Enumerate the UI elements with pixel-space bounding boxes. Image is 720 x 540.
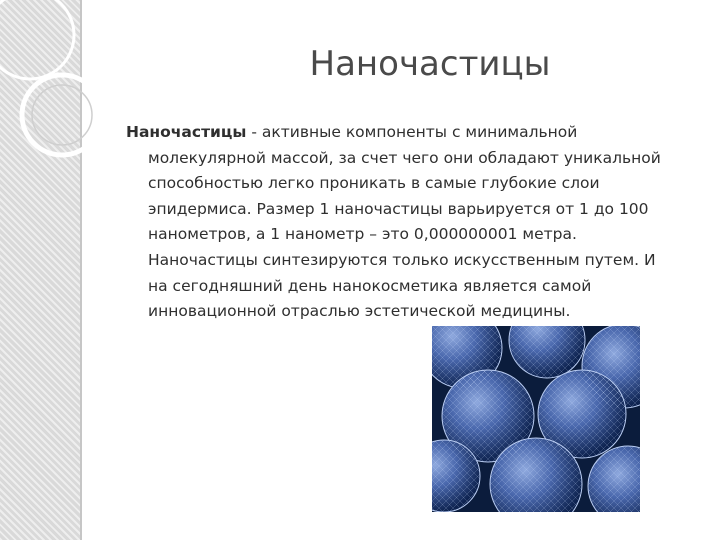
definition: - активные компоненты с минимальной молекулярной массой, за счет чего они обладают уникальной способностью легко проникать в самые глубокие слои эпидермиса. Размер 1 наночастицы варьируется от 1 до 100 нанометров, а 1 нанометр – это 0,000000001 метра. Наночастицы синтезируются только искусственным путем. И на сегодняшний день нанокосметика является самой инновационной отраслью эстетической медицины. [148, 123, 661, 321]
decorative-circles [0, 0, 140, 260]
slide-title: Наночастицы [309, 44, 551, 84]
definition-paragraph [126, 120, 666, 325]
nanoparticles-image [432, 326, 640, 512]
body-text [126, 120, 666, 325]
term: Наночастицы [126, 123, 247, 141]
